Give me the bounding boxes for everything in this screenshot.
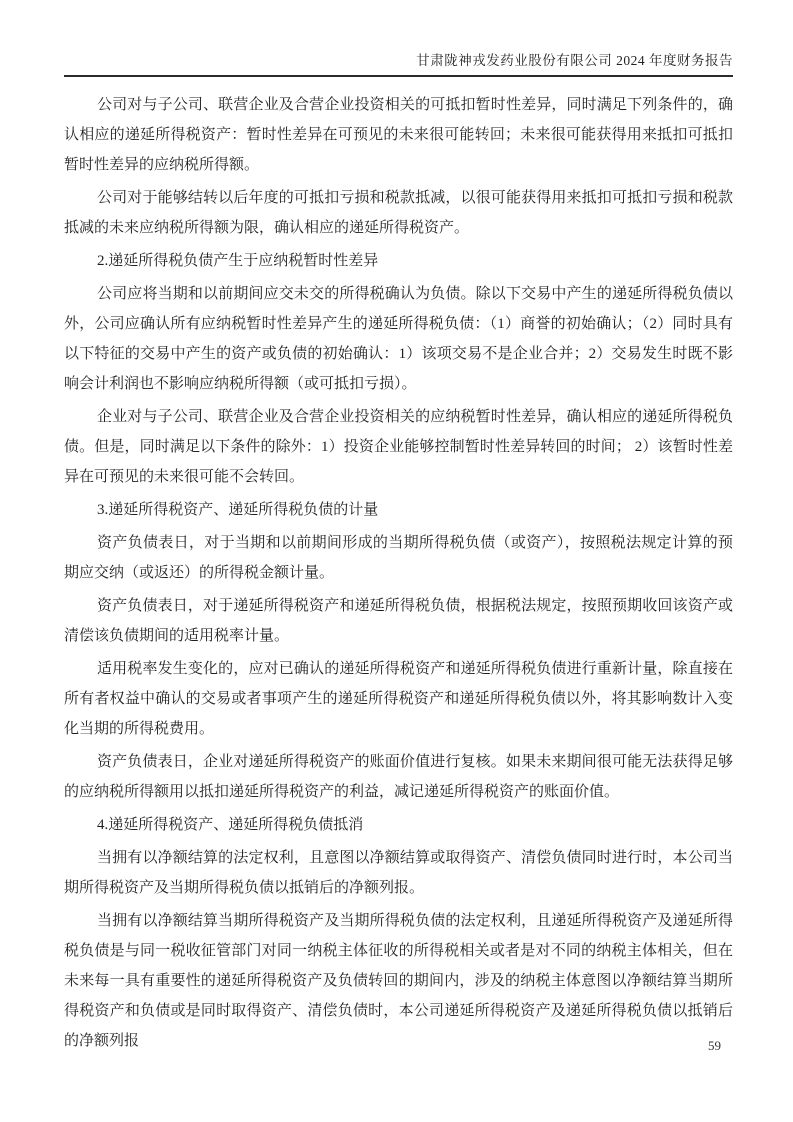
paragraph-taxable-temporary-differences: 公司应将当期和以前期间应交未交的所得税确认为负债。除以下交易中产生的递延所得税负债以外，公司应确认所有应纳税暂时性差异产生的递延所得税负债：（1）商誉的初始确认；（2）同时具有以下特征的交易中产生的资产或负债的初始确认：1）该项交易不是企业合并；2）交易发生时既不影响会计利润也不影响应纳税所得额（或可抵扣亏损）。 — [64, 286, 733, 392]
page-number: 59 — [708, 1038, 721, 1053]
section-heading-deferred-tax-liability: 2.递延所得税负债产生于应纳税暂时性差异 — [97, 253, 379, 269]
paragraph-tax-rate-change: 适用税率发生变化的，应对已确认的递延所得税资产和递延所得税负债进行重新计量，除直接在所有者权益中确认的交易或者事项产生的递延所得税资产和递延所得税负债以外，将其影响数计入变化当期的所得税费用。 — [64, 661, 733, 737]
paragraph-deferred-tax-measurement: 资产负债表日，对于递延所得税资产和递延所得税负债，根据税法规定，按照预期收回该资产或清偿该负债期间的适用税率计量。 — [64, 598, 733, 644]
paragraph-investment-related-differences: 企业对与子公司、联营企业及合营企业投资相关的应纳税暂时性差异，确认相应的递延所得税负债。但是，同时满足以下条件的除外：1）投资企业能够控制暂时性差异转回的时间； 2）该暂时性差异在可预见的未来很可能不会转回。 — [64, 409, 733, 485]
document-body — [64, 90, 733, 1059]
paragraph-net-settlement-current: 当拥有以净额结算的法定权利，且意图以净额结算或取得资产、清偿负债同时进行时，本公司当期所得税资产及当期所得税负债以抵销后的净额列报。 — [64, 850, 733, 896]
paragraph-carryforward-losses: 公司对于能够结转以后年度的可抵扣亏损和税款抵减，以很可能获得用来抵扣可抵扣亏损和税款抵减的未来应纳税所得额为限，确认相应的递延所得税资产。 — [64, 190, 733, 236]
paragraph-current-tax-measurement: 资产负债表日，对于当期和以前期间形成的当期所得税负债（或资产），按照税法规定计算的预期应交纳（或返还）的所得税金额计量。 — [64, 535, 733, 581]
page-header — [64, 52, 733, 77]
report-header-title: 甘肃陇神戎发药业股份有限公司 2024 年度财务报告 — [416, 53, 733, 68]
section-heading-offsetting: 4.递延所得税资产、递延所得税负债抵消 — [97, 817, 364, 833]
section-heading-measurement: 3.递延所得税资产、递延所得税负债的计量 — [97, 502, 379, 518]
paragraph-deductible-temporary-differences: 公司对与子公司、联营企业及合营企业投资相关的可抵扣暂时性差异，同时满足下列条件的，确认相应的递延所得税资产：暂时性差异在可预见的未来很可能转回；未来很可能获得用来抵扣可抵扣暂时性差异的应纳税所得额。 — [64, 97, 733, 173]
paragraph-net-settlement-deferred: 当拥有以净额结算当期所得税资产及当期所得税负债的法定权利，且递延所得税资产及递延所得税负债是与同一税收征管部门对同一纳税主体征收的所得税相关或者是对不同的纳税主体相关，但在未来每一具有重要性的递延所得税资产及负债转回的期间内，涉及的纳税主体意图以净额结算当期所得税资产和负债或是同时取得资产、清偿负债时，本公司递延所得税资产及递延所得税负债以抵销后的净额列报 — [64, 913, 733, 1049]
header-rule — [64, 75, 733, 77]
paragraph-carrying-value-review: 资产负债表日，企业对递延所得税资产的账面价值进行复核。如果未来期间很可能无法获得足够的应纳税所得额用以抵扣递延所得税资产的利益，减记递延所得税资产的账面价值。 — [64, 754, 733, 800]
